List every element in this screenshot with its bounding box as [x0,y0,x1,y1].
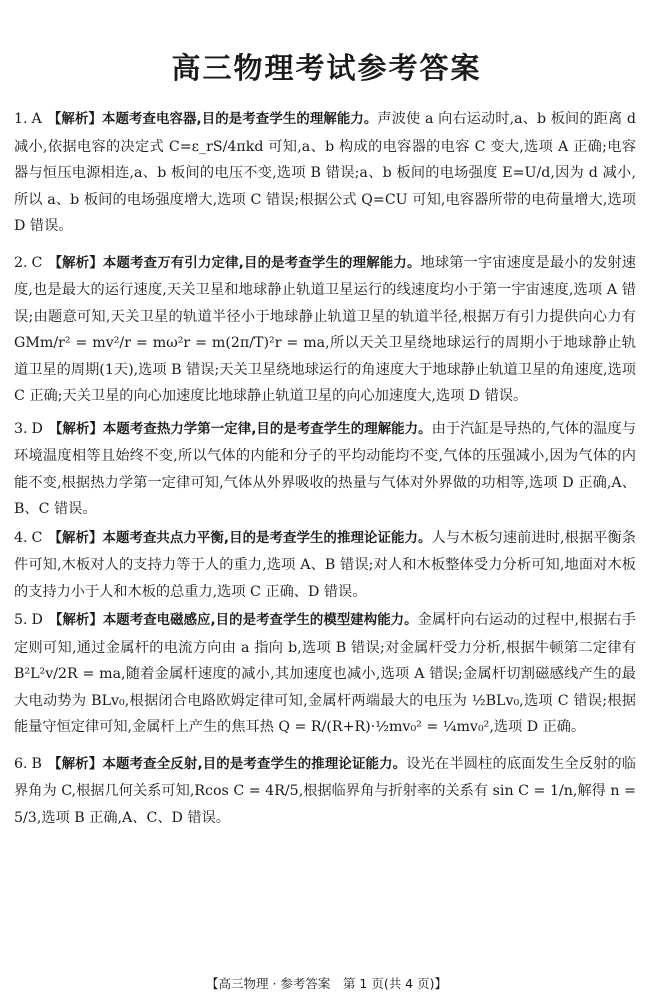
answer-item-2 [14,250,636,410]
item-answer: D [31,612,43,628]
answer-list [14,106,636,831]
answer-item-6 [14,751,636,832]
item-analysis-heading: 【解析】本题考查热力学第一定律,目的是考查学生的理解能力。 [48,421,432,437]
item-explanation: 设光在半圆柱的底面发生全反射的临界角为 C,根据几何关系可知,Rcos C = 4R/5,根据临界角与折射率的关系有 sin C = 1/n,解得 n = 5/3,选项 B 正确,A、C、D 错误。 [14,755,636,826]
answer-item-4 [14,525,636,606]
item-number: 3. [14,420,28,437]
answer-item-3 [14,416,636,523]
item-answer: A [31,111,42,127]
item-number: 4. [14,529,28,546]
item-answer: C [31,529,43,546]
item-analysis-heading: 【解析】本题考查电磁感应,目的是考查学生的模型建构能力。 [48,613,418,628]
item-analysis-heading: 【解析】本题考查全反射,目的是考查学生的推理论证能力。 [47,756,407,772]
item-number: 5. [14,612,28,628]
item-explanation: 地球第一宇宙速度是最小的发射速度,也是最大的运行速度,天关卫星和地球静止轨道卫星运行的线速度均小于第一宇宙速度,选项 A 错误;由题意可知,天关卫星的轨道半径小于地球静止轨道卫星的轨道半径,根据万有引力提供向心力有 GMm/r² = mv²/r = mω²r = m(2π/T)²r = ma,所以天关卫星绕地球运行的周期小于地球静止轨道卫星的周期(1天),选项 B 错误;天关卫星绕地球运行的角速度大于地球静止轨道卫星的角速度,选项 C 正确;天关卫星的向心加速度比地球静止轨道卫星的向心加速度大,选项 D 错误。 [14,254,636,404]
item-explanation: 人与木板匀速前进时,根据平衡条件可知,木板对人的支持力等于人的重力,选项 A、B 错误;对人和木板整体受力分析可知,地面对木板的支持力小于人和木板的总重力,选项 C 正确、D 错误。 [14,529,636,600]
item-answer: C [31,254,43,271]
answer-item-5 [14,607,636,741]
page-title: 高三物理考试参考答案 [171,51,482,85]
item-answer: D [31,420,43,437]
item-analysis-heading: 【解析】本题考查万有引力定律,目的是考查学生的理解能力。 [48,255,421,271]
item-explanation: 声波使 a 向右运动时,a、b 板间的距离 d 减小,依据电容的决定式 C=ε_rS/4πkd 可知,a、b 构成的电容器的电容 C 变大,选项 A 正确;电容器与恒压电源相连,a、b 板间的电压不变,选项 B 错误;a、b 板间的电场强度 E=U/d,因为 d 减小,所以 a、b 板间的电场强度增大,选项 C 错误;根据公式 Q=CU 可知,电容器所带的电荷量增大,选项 D 错误。 [14,111,636,234]
item-analysis-heading: 【解析】本题考查电容器,目的是考查学生的理解能力。 [47,112,378,127]
item-answer: B [31,755,42,772]
item-analysis-heading: 【解析】本题考查共点力平衡,目的是考查学生的推理论证能力。 [48,530,432,546]
item-number: 1. [14,111,28,127]
item-number: 2. [14,254,28,271]
answer-item-1 [14,106,636,240]
item-number: 6. [14,755,28,772]
item-explanation: 由于汽缸是导热的,气体的温度与环境温度相等且始终不变,所以气体的内能和分子的平均动能均不变,气体的压强减小,因为气体的内能不变,根据热力学第一定律可知,气体从外界吸收的热量与气体对外界做的功相等,选项 D 正确,A、B、C 错误。 [14,420,636,517]
page-footer: 【高三物理 · 参考答案 第 1 页(共 4 页)】 [206,976,447,991]
item-explanation: 金属杆向右运动的过程中,根据右手定则可知,通过金属杆的电流方向由 a 指向 b,选项 B 错误;对金属杆受力分析,根据牛顿第二定律有 B²L²v/2R = ma,随着金属杆速度的减小,其加速度也减小,选项 A 错误;金属杆切割磁感线产生的最大电动势为 BLv₀,根据闭合电路欧姆定律可知,金属杆两端最大的电压为 ½BLv₀,选项 C 错误;根据能量守恒定律可知,金属杆上产生的焦耳热 Q = R/(R+R)·½mv₀² = ¼mv₀²,选项 D 正确。 [14,612,636,735]
